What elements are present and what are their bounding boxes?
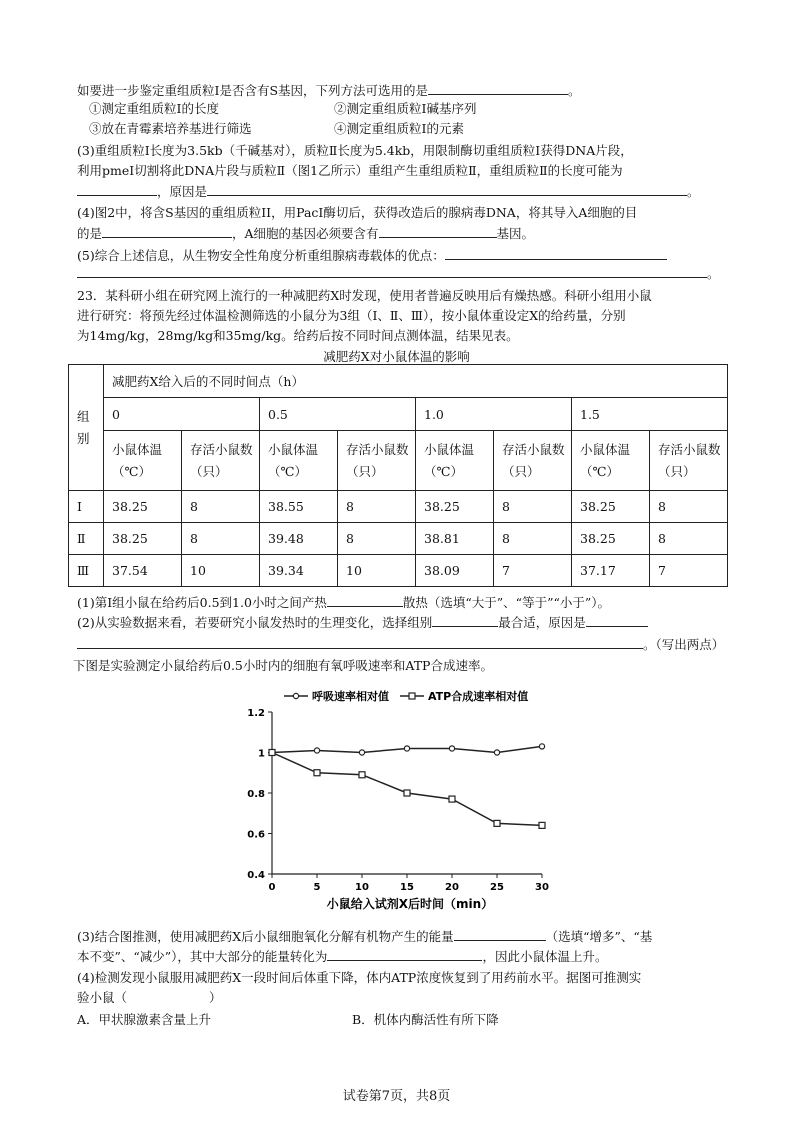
y-tick-label: 0.6 — [247, 829, 265, 841]
cell: 38.81 — [416, 523, 494, 555]
col-alive: 存活小鼠数（只） — [494, 431, 572, 491]
part4-text: (4)图2中，将含S基因的重组质粒II，用PacI酶切后，获得改造后的腺病毒DNA，将其导入A细胞的目 — [77, 205, 638, 220]
q23-part3-line2 — [77, 948, 607, 965]
cell: 39.48 — [260, 523, 338, 555]
cell: 37.17 — [572, 555, 650, 587]
cell: 8 — [338, 491, 416, 523]
data-point — [404, 790, 410, 796]
cell: 8 — [338, 523, 416, 555]
part5-text: (5)综合上述信息，从生物安全性角度分析重组腺病毒载体的优点： — [77, 248, 445, 263]
q22-options-row-1b — [334, 101, 476, 117]
y-tick-label: 0.4 — [247, 870, 265, 881]
part3-text: （选填“增多”、“基 — [545, 929, 653, 944]
chart-intro-text: 下图是实验测定小鼠给药后0.5小时内的细胞有氧呼吸速率和ATP合成速率。 — [73, 658, 493, 673]
cell: 38.25 — [416, 491, 494, 523]
answer-blank[interactable] — [445, 247, 667, 260]
data-point — [449, 796, 455, 802]
q23-text: 进行研究：将预先经过体温检测筛选的小鼠分为3组（Ⅰ、Ⅱ、Ⅲ），按小鼠体重设定X的给药量，分别 — [77, 308, 626, 323]
q22-part4-line1 — [77, 205, 637, 221]
legend-marker — [293, 693, 298, 698]
cell: 38.25 — [572, 523, 650, 555]
part4-text: 的是 — [77, 226, 103, 241]
q23-intro-1 — [77, 288, 652, 304]
cell: 7 — [494, 555, 572, 587]
q23-text: 为14mg/kg，28mg/kg和35mg/kg。给药后按不同时间点测体温，结果见表。 — [77, 328, 519, 343]
option-3: ③放在青霉素培养基进行筛选 — [89, 121, 252, 136]
part3-text: ，原因是 — [157, 184, 208, 199]
x-tick-label: 25 — [490, 882, 504, 893]
data-point — [494, 750, 499, 755]
part4-text: 基因。 — [496, 226, 535, 241]
x-axis-label: 小鼠给入试剂X后时间（min） — [326, 897, 494, 911]
rate-chart — [232, 684, 562, 916]
q22-part3-line2 — [77, 163, 623, 179]
answer-blank[interactable] — [379, 225, 497, 238]
line-chart-svg — [232, 684, 562, 916]
table-row — [69, 491, 728, 523]
cell: 38.25 — [104, 523, 182, 555]
page-footer: 试卷第7页，共8页 — [342, 1089, 451, 1104]
data-point — [494, 820, 500, 826]
col-temp: 小鼠体温（℃） — [104, 431, 182, 491]
chart-legend — [284, 689, 528, 703]
row-group: Ⅱ — [69, 523, 104, 555]
x-tick-label: 15 — [400, 882, 414, 893]
table-row — [69, 523, 728, 555]
part2-text: (2)从实验数据来看，若要研究小鼠发热时的生理变化，选择组别 — [77, 615, 433, 630]
data-point — [539, 744, 544, 749]
part4-text: ，A细胞的基因必须要含有 — [232, 226, 379, 241]
q23-part4-line1 — [77, 970, 641, 986]
answer-blank[interactable] — [77, 265, 707, 278]
part3-text: 利用pmeI切割将此DNA片段与质粒Ⅱ（图1乙所示）重组产生重组质粒Ⅱ，重组质粒Ⅱ的长度可能为 — [77, 163, 623, 178]
legend-label: ATP合成速率相对值 — [428, 690, 529, 703]
data-point — [404, 746, 409, 751]
chart-marks — [269, 744, 545, 829]
legend-label: 呼吸速率相对值 — [312, 690, 389, 703]
q22-line-1 — [77, 82, 581, 99]
chart-intro — [73, 658, 493, 674]
option-2: ②测定重组质粒Ⅰ碱基序列 — [334, 101, 477, 116]
punct: 。 — [707, 266, 720, 281]
part1-text: (1)第Ⅰ组小鼠在给药后0.5到1.0小时之间产热 — [77, 595, 327, 610]
temperature-table — [68, 364, 728, 587]
row-group: Ⅲ — [69, 555, 104, 587]
q23-part4-line2 — [77, 990, 222, 1006]
chart-axes — [247, 708, 549, 893]
q23-text: 23．某科研小组在研究网上流行的一种减肥药X时发现，使用者普遍反映用后有燥热感。科研小组用小鼠 — [77, 288, 652, 303]
option-b: B．机体内酶活性有所下降 — [352, 1012, 499, 1027]
cell: 8 — [182, 491, 260, 523]
x-tick-label: 10 — [355, 882, 369, 893]
cell: 38.25 — [572, 491, 650, 523]
answer-blank[interactable] — [432, 614, 498, 627]
q23-intro-3 — [77, 328, 519, 344]
cell: 8 — [494, 491, 572, 523]
option-4: ④测定重组质粒Ⅰ的元素 — [334, 121, 464, 136]
row-group: Ⅰ — [69, 491, 104, 523]
group-header-text: 组 别 — [77, 408, 90, 446]
part3-text: (3)结合图推测，使用减肥药X后小鼠细胞氧化分解有机物产生的能量 — [77, 929, 454, 944]
col-temp: 小鼠体温（℃） — [572, 431, 650, 491]
answer-blank[interactable] — [327, 948, 482, 961]
answer-blank[interactable] — [327, 594, 403, 607]
table-row — [69, 555, 728, 587]
cell: 8 — [650, 523, 728, 555]
punct: 。 — [687, 184, 700, 199]
x-tick-label: 20 — [445, 882, 459, 893]
answer-blank[interactable] — [428, 82, 568, 95]
answer-blank[interactable] — [454, 928, 546, 941]
x-tick-label: 0 — [268, 882, 276, 893]
q22-options-row-1 — [89, 101, 219, 117]
q23-option-b — [352, 1012, 499, 1028]
cell: 8 — [182, 523, 260, 555]
q22-part3-line1 — [77, 143, 633, 159]
answer-blank[interactable] — [586, 614, 648, 627]
cell: 7 — [650, 555, 728, 587]
time-0: 0 — [104, 398, 260, 431]
part4-text: ） — [209, 990, 222, 1005]
part2-text: 最合适，原因是 — [498, 615, 586, 630]
q23-part3-line1 — [77, 928, 652, 945]
col-alive: 存活小鼠数（只） — [338, 431, 416, 491]
time-0-5: 0.5 — [260, 398, 416, 431]
cell: 38.55 — [260, 491, 338, 523]
x-tick-label: 5 — [313, 882, 321, 893]
answer-blank[interactable] — [207, 183, 687, 196]
data-point — [539, 822, 545, 828]
q23-intro-2 — [77, 308, 626, 324]
time-1-0: 1.0 — [416, 398, 572, 431]
part3-text: (3)重组质粒Ⅰ长度为3.5kb（千碱基对），质粒Ⅱ长度为5.4kb，用限制酶切重组质粒Ⅰ获得DNA片段， — [77, 143, 633, 158]
col-temp: 小鼠体温（℃） — [260, 431, 338, 491]
q22-part4-line2 — [77, 225, 534, 242]
data-point — [314, 748, 319, 753]
q22-question-text: 如要进一步鉴定重组质粒Ⅰ是否含有S基因，下列方法可选用的是 — [77, 83, 429, 98]
y-tick-label: 0.8 — [247, 789, 265, 800]
data-point — [359, 750, 364, 755]
answer-blank[interactable] — [102, 225, 232, 238]
cell: 38.09 — [416, 555, 494, 587]
q22-options-row-2b — [334, 121, 464, 137]
x-tick-label: 30 — [535, 882, 549, 893]
punct: 。 — [568, 83, 581, 98]
q23-part2-cont — [77, 636, 724, 653]
cell: 8 — [650, 491, 728, 523]
data-point — [314, 770, 320, 776]
cell: 38.25 — [104, 491, 182, 523]
answer-blank[interactable] — [77, 183, 157, 196]
col-alive: 存活小鼠数（只） — [182, 431, 260, 491]
q22-part5-line2 — [77, 265, 720, 282]
col-temp: 小鼠体温（℃） — [416, 431, 494, 491]
table-caption: 减肥药X对小鼠体温的影响 — [323, 349, 470, 364]
q23-part2 — [77, 614, 648, 631]
part3-text: 本不变”、“减少”），其中大部分的能量转化为 — [77, 949, 328, 964]
series-line-2 — [272, 753, 542, 826]
option-a: A．甲状腺激素含量上升 — [77, 1012, 212, 1027]
q23-part1 — [77, 594, 610, 611]
answer-blank[interactable] — [77, 636, 643, 649]
part4-text: 验小鼠（ — [77, 990, 128, 1005]
part4-text: (4)检测发现小鼠服用减肥药X一段时间后体重下降，体内ATP浓度恢复到了用药前水平。据图可推测实 — [77, 970, 642, 985]
legend-marker — [409, 693, 415, 699]
data-point — [359, 772, 365, 778]
time-header: 减肥药X给入后的不同时间点（h） — [104, 365, 728, 398]
cell: 8 — [494, 523, 572, 555]
option-1: ①测定重组质粒Ⅰ的长度 — [89, 101, 219, 116]
col-alive: 存活小鼠数（只） — [650, 431, 728, 491]
time-1-5: 1.5 — [572, 398, 728, 431]
cell: 10 — [338, 555, 416, 587]
q23-option-a — [77, 1012, 211, 1028]
q22-part3-line3 — [77, 183, 700, 200]
data-point — [449, 746, 454, 751]
cell: 39.34 — [260, 555, 338, 587]
part2-text: 。（写出两点） — [643, 637, 725, 652]
q22-options-row-2 — [89, 121, 252, 137]
cell: 10 — [182, 555, 260, 587]
y-tick-label: 1 — [258, 748, 265, 760]
data-point — [269, 750, 275, 756]
part3-text: ，因此小鼠体温上升。 — [482, 949, 608, 964]
y-tick-label: 1.2 — [247, 708, 265, 719]
q22-part5-line1 — [77, 247, 667, 264]
group-header — [69, 365, 104, 491]
part1-text: 散热（选填“大于”、“等于”“小于”）。 — [402, 595, 610, 610]
cell: 37.54 — [104, 555, 182, 587]
